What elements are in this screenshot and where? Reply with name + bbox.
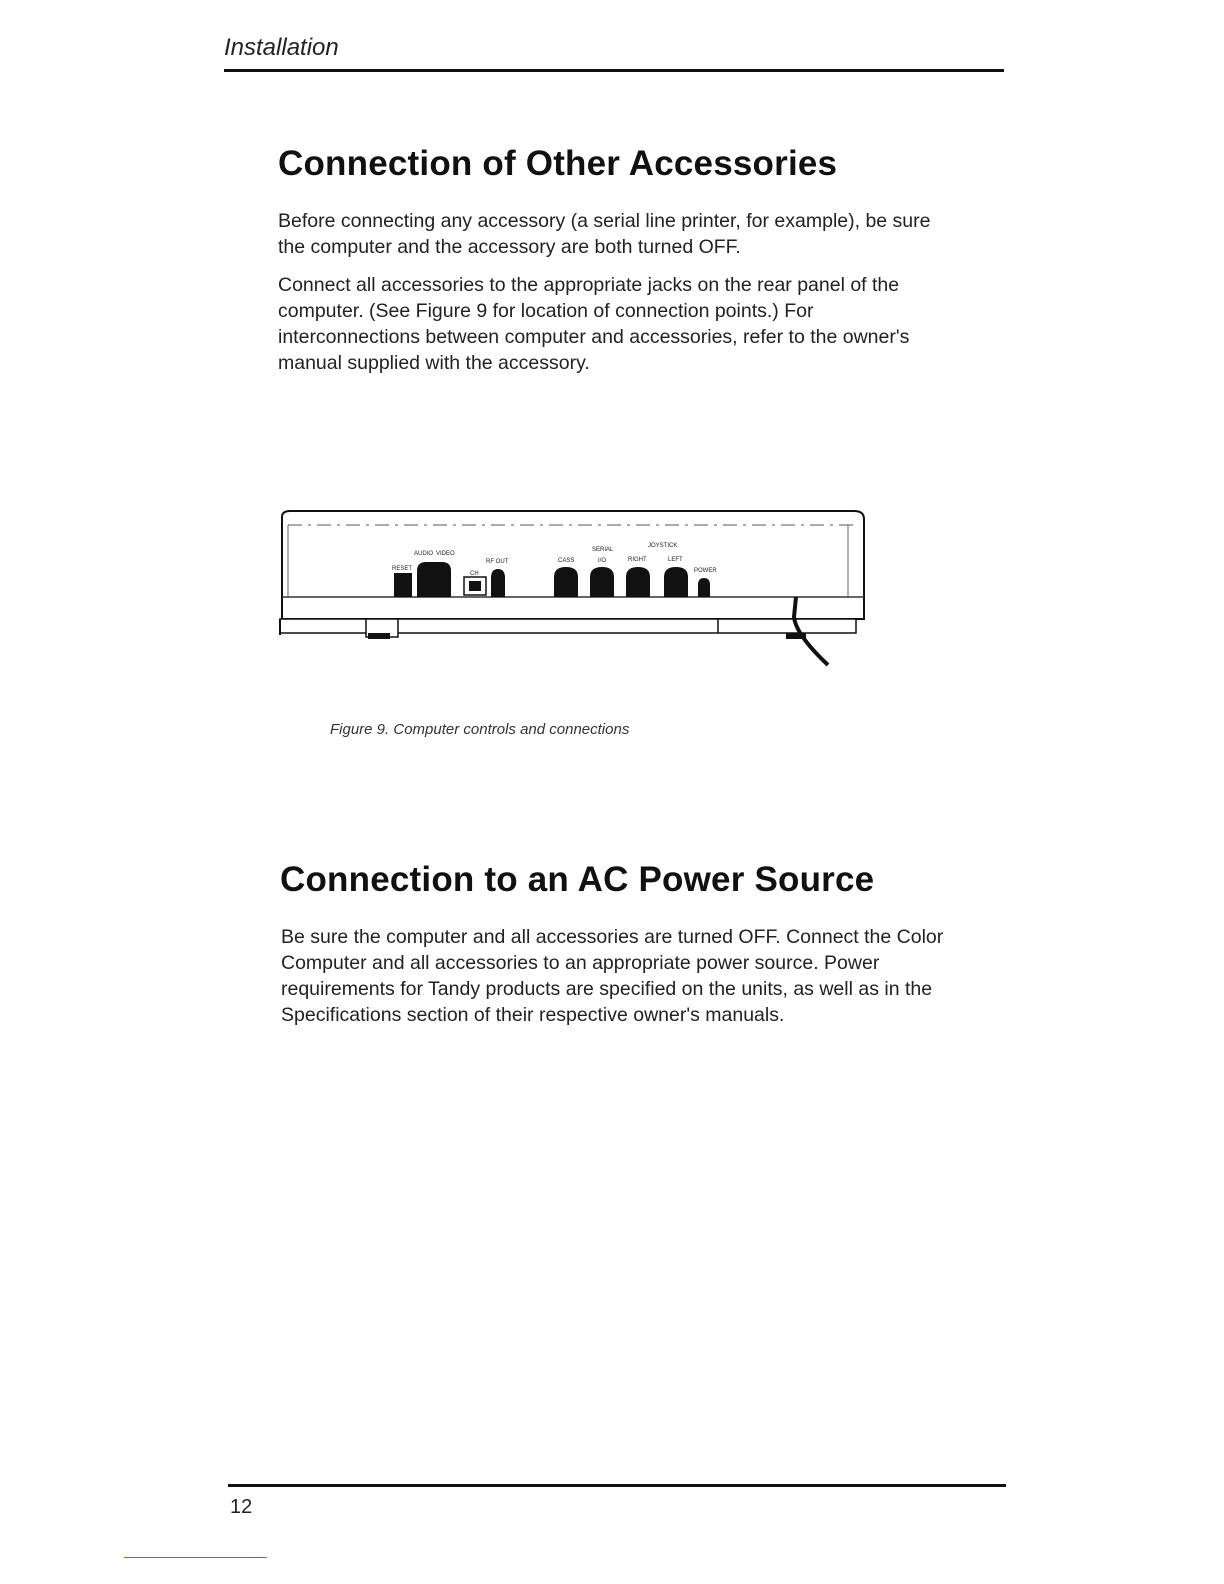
label-ch: CH bbox=[470, 571, 479, 577]
reset-button bbox=[394, 573, 412, 597]
cassette-jack bbox=[554, 567, 578, 597]
label-io: I/O bbox=[598, 558, 607, 564]
joystick-left-jack bbox=[664, 567, 688, 597]
section-heading-other-accessories: Connection of Other Accessories bbox=[278, 144, 838, 183]
label-audio: AUDIO bbox=[414, 551, 434, 557]
paragraph-before-connecting: Before connecting any accessory (a serial line printer, for example), be sure the computer and the accessory are both turned OFF. bbox=[278, 210, 931, 258]
label-joystick: JOYSTICK bbox=[648, 543, 678, 549]
figure-rear-panel-illustration bbox=[276, 505, 876, 685]
header-rule bbox=[224, 69, 1004, 72]
joystick-right-jack bbox=[626, 567, 650, 597]
paragraph-connect-accessories: Connect all accessories to the appropriate jacks on the rear panel of the computer. (See Figure 9 for location of connection points.) For interconnections between computer and accessories, refer to the owner's manual supplied with the accessory. bbox=[278, 274, 910, 374]
audio-video-jack bbox=[417, 562, 451, 597]
serial-io-jack bbox=[590, 567, 614, 597]
label-rf-out: RF OUT bbox=[486, 559, 509, 565]
section-heading-ac-power: Connection to an AC Power Source bbox=[280, 860, 875, 899]
label-reset: RESET bbox=[392, 566, 413, 572]
rf-out-jack bbox=[491, 569, 505, 597]
footer-rule bbox=[228, 1484, 1006, 1487]
label-video: VIDEO bbox=[436, 551, 455, 557]
paragraph-power-source: Be sure the computer and all accessories are turned OFF. Connect the Color Computer and all accessories to an appropriate power source. Power requirements for Tandy products are specified on the units, as well as in the Specifications section of their respective owner's manuals. bbox=[281, 926, 944, 1026]
label-left: LEFT bbox=[668, 557, 683, 563]
label-right: RIGHT bbox=[628, 557, 647, 563]
label-power: POWER bbox=[694, 568, 717, 574]
label-serial: SERIAL bbox=[592, 547, 614, 553]
figure-caption: Figure 9. Computer controls and connections bbox=[330, 721, 630, 738]
computer-housing-outline bbox=[282, 511, 864, 619]
power-switch bbox=[698, 578, 710, 597]
page-number: 12 bbox=[230, 1496, 253, 1518]
scan-edge-mark bbox=[124, 1557, 267, 1558]
label-cass: CASS bbox=[558, 558, 575, 564]
running-header-title: Installation bbox=[224, 34, 339, 61]
